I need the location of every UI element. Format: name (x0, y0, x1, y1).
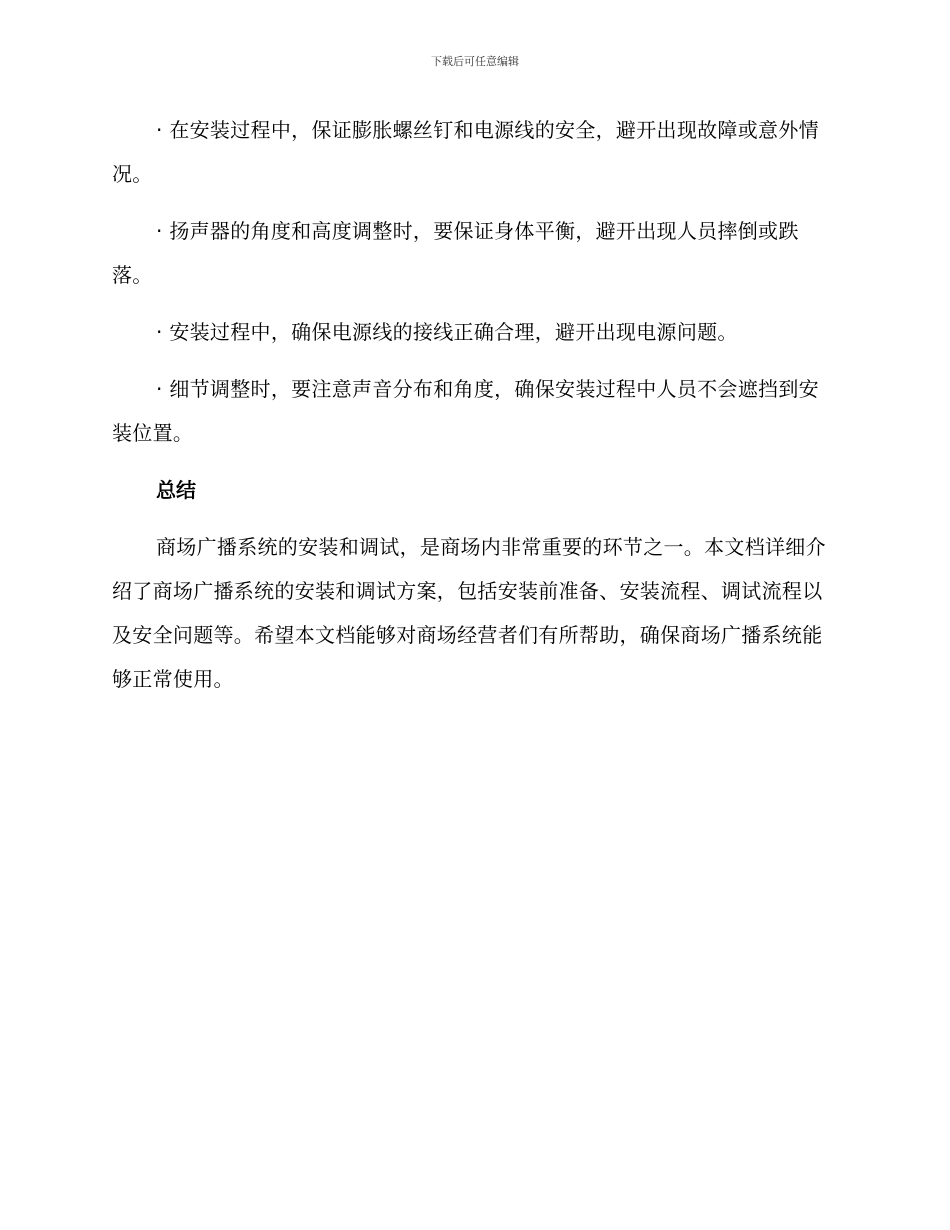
safety-bullet-3: · 安装过程中，确保电源线的接线正确合理，避开出现电源问题。 (156, 320, 738, 344)
safety-bullet-2: · 扬声器的角度和高度调整时，要保证身体平衡，避开出现人员摔倒或跌落。 (112, 219, 799, 287)
safety-bullet-1: · 在安装过程中，保证膨胀螺丝钉和电源线的安全，避开出现故障或意外情况。 (112, 118, 819, 186)
summary-paragraph: 商场广播系统的安装和调试，是商场内非常重要的环节之一。本文档详细介绍了商场广播系统的安装和调试方案，包括安装前准备、安装流程、调试流程以及安全问题等。希望本文档能够对商场经营者们有所帮助，确保商场广播系统能够正常使用。 (112, 535, 826, 691)
document-body (112, 108, 832, 714)
summary-heading: 总结 (156, 478, 196, 502)
header-note: 下载后可任意编辑 (431, 55, 519, 68)
safety-bullet-4: · 细节调整时，要注意声音分布和角度，确保安装过程中人员不会遮挡到安装位置。 (112, 377, 819, 445)
